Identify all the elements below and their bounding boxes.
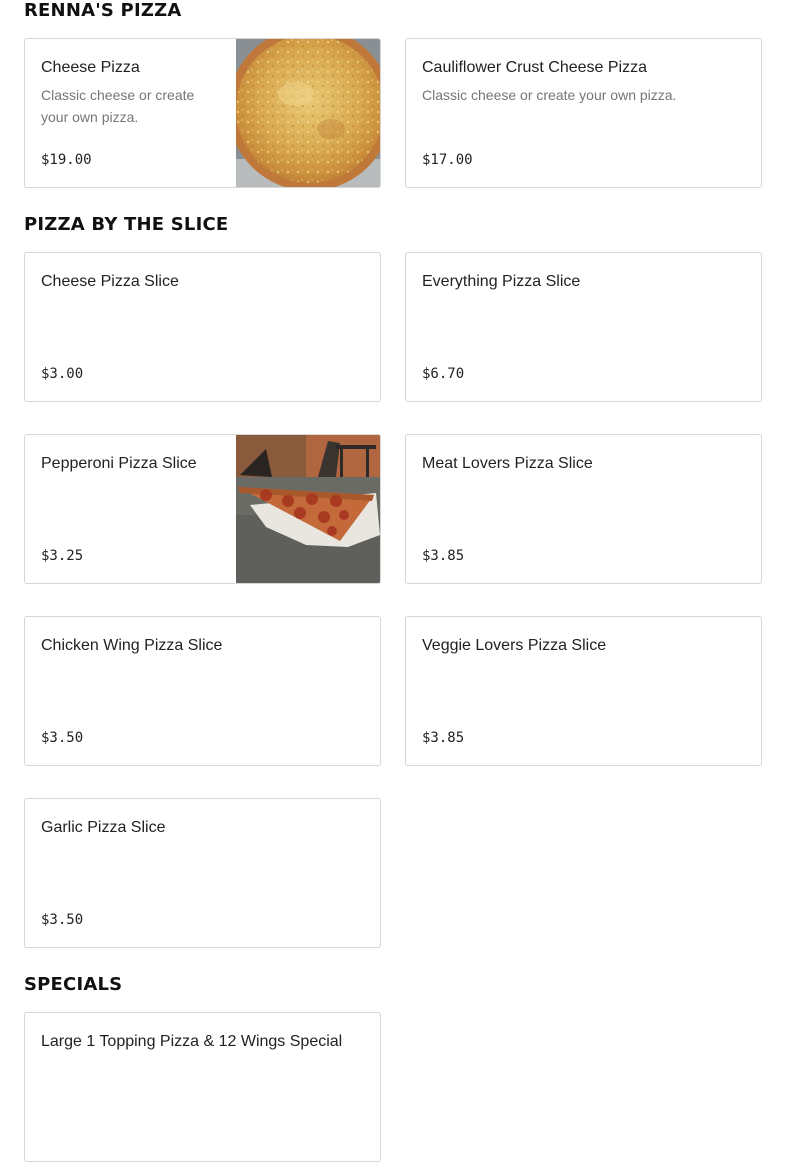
- menu-item-price: $3.50: [41, 912, 84, 928]
- menu-item-price: $3.85: [422, 548, 465, 564]
- menu-item-name: Cauliflower Crust Cheese Pizza: [422, 59, 647, 76]
- menu-item-large-1-topping-pizza-12-wings-special[interactable]: [24, 1012, 381, 1162]
- menu-item-cauliflower-crust-cheese-pizza[interactable]: [405, 38, 762, 188]
- menu-item-name: Large 1 Topping Pizza & 12 Wings Special: [41, 1033, 343, 1050]
- cheese-pizza-photo: [236, 39, 380, 187]
- pepperoni-slice-photo: [236, 435, 380, 583]
- menu-item-chicken-wing-pizza-slice[interactable]: [24, 616, 381, 766]
- menu-item-cheese-pizza[interactable]: [24, 38, 381, 188]
- menu-item-name: Garlic Pizza Slice: [41, 819, 166, 836]
- menu-item-name: Pepperoni Pizza Slice: [41, 455, 197, 472]
- section-title-specials: SPECIALS: [24, 974, 123, 995]
- menu-item-garlic-pizza-slice[interactable]: [24, 798, 381, 948]
- menu-item-name: Cheese Pizza: [41, 59, 140, 76]
- menu-item-price: $17.00: [422, 152, 473, 168]
- menu-item-price: $6.70: [422, 366, 465, 382]
- menu-item-everything-pizza-slice[interactable]: [405, 252, 762, 402]
- menu-item-price: $3.50: [41, 730, 84, 746]
- menu-item-description: Classic cheese or create your own pizza.: [422, 87, 677, 103]
- menu-item-veggie-lovers-pizza-slice[interactable]: [405, 616, 762, 766]
- menu-item-price: $3.00: [41, 366, 84, 382]
- section-title-rennas-pizza: RENNA'S PIZZA: [24, 0, 182, 21]
- menu-item-name: Meat Lovers Pizza Slice: [422, 455, 593, 472]
- menu-item-name: Veggie Lovers Pizza Slice: [422, 637, 607, 654]
- menu-item-price: $3.85: [422, 730, 465, 746]
- menu-item-name: Chicken Wing Pizza Slice: [41, 637, 223, 654]
- menu-item-name: Cheese Pizza Slice: [41, 273, 179, 290]
- menu-item-name: Everything Pizza Slice: [422, 273, 581, 290]
- section-title-pizza-by-the-slice: PIZZA BY THE SLICE: [24, 214, 229, 235]
- menu-item-price: $19.00: [41, 152, 92, 168]
- menu-item-cheese-pizza-slice[interactable]: [24, 252, 381, 402]
- menu-item-meat-lovers-pizza-slice[interactable]: [405, 434, 762, 584]
- menu-item-description: Classic cheese or create your own pizza.: [41, 87, 195, 125]
- menu-item-pepperoni-pizza-slice[interactable]: [24, 434, 381, 584]
- menu-item-price: $3.25: [41, 548, 84, 564]
